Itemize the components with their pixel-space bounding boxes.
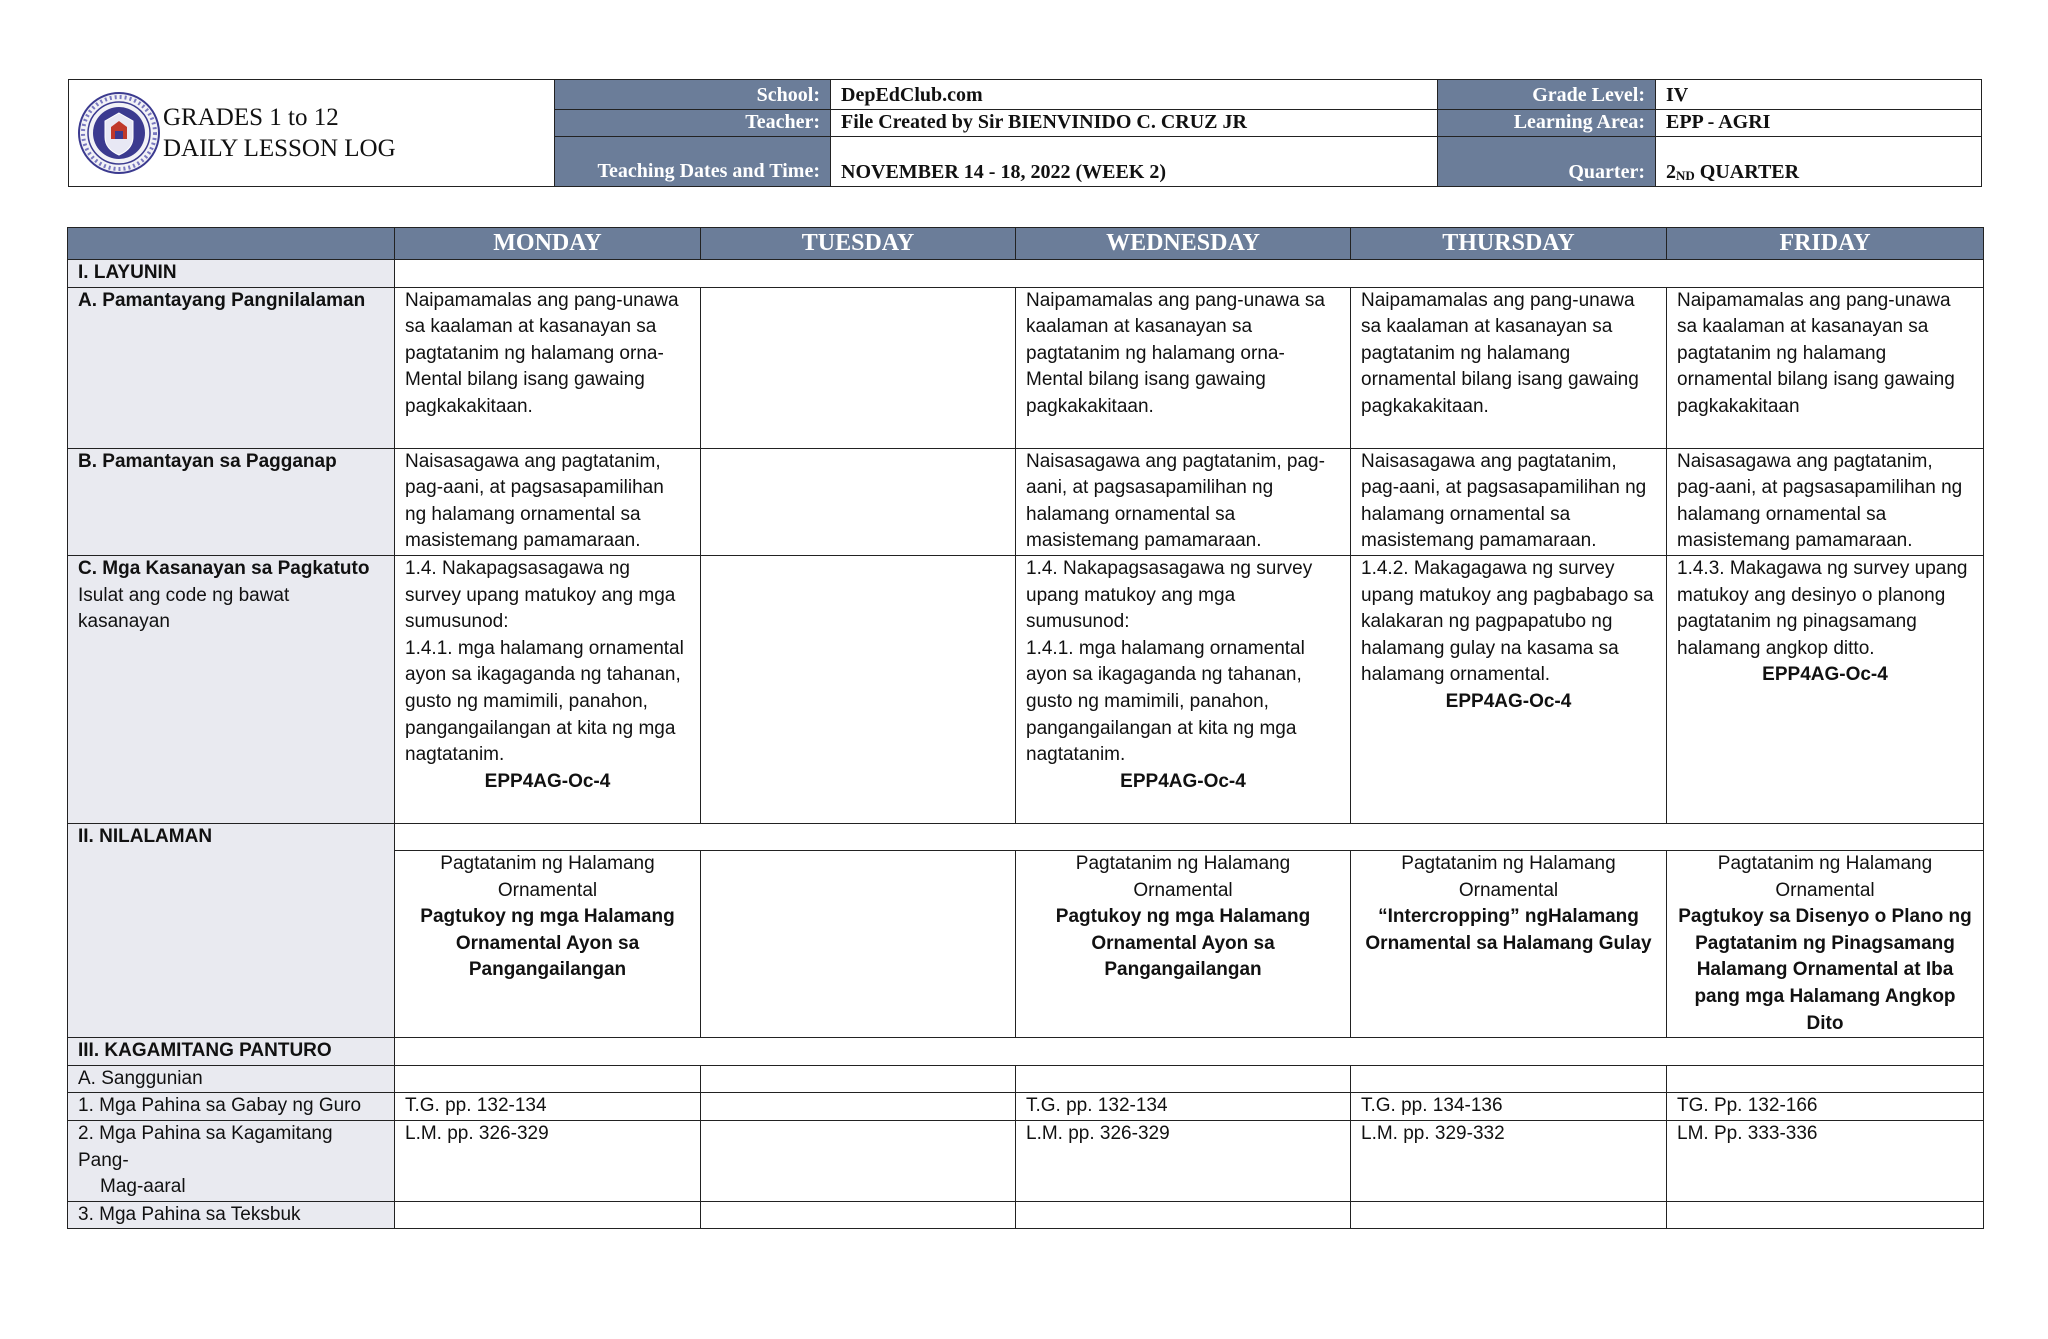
cell-b-wednesday: Naisasagawa ang pagtatanim, pag-aani, at pagsasapamilihan ng halamang ornamental sa masistemang pamamaraan. bbox=[1016, 448, 1351, 555]
section-label-kagamitan: III. KAGAMITANG PANTURO bbox=[68, 1038, 395, 1066]
grade-label: Grade Level: bbox=[1438, 80, 1656, 110]
cell-mag-tuesday bbox=[701, 1120, 1016, 1201]
info-grid bbox=[555, 80, 1981, 186]
table-row bbox=[68, 1065, 1984, 1093]
row-label-b: B. Pamantayan sa Pagganap bbox=[68, 448, 395, 555]
cell-sang-tuesday bbox=[701, 1065, 1016, 1093]
cell-guro-thursday: T.G. pp. 134-136 bbox=[1351, 1093, 1667, 1121]
cell-sang-thursday bbox=[1351, 1065, 1667, 1093]
cell-teks-monday bbox=[395, 1201, 701, 1229]
cell-nil-thursday-title: “Intercropping” ngHalamang Ornamental sa Halamang Gulay bbox=[1365, 906, 1652, 954]
cell-nil-wednesday bbox=[1016, 850, 1351, 1037]
cell-nil-friday-title: Pagtukoy sa Disenyo o Plano ng Pagtatanim ng Pinagsamang Halamang Ornamental at Iba pang mga Halamang Angkop Dito bbox=[1678, 906, 1972, 1034]
section-kagamitan-row bbox=[68, 1038, 1984, 1066]
section-kagamitan-span bbox=[395, 1038, 1984, 1066]
table-row bbox=[68, 1093, 1984, 1121]
quarter-num: 2 bbox=[1666, 161, 1676, 183]
area-label: Learning Area: bbox=[1438, 110, 1656, 137]
title-line1: GRADES 1 to 12 bbox=[163, 104, 339, 131]
cell-c-friday-code: EPP4AG-Oc-4 bbox=[1762, 664, 1888, 686]
title-line2: DAILY LESSON LOG bbox=[163, 135, 396, 162]
cell-mag-monday: L.M. pp. 326-329 bbox=[395, 1120, 701, 1201]
cell-mag-wednesday: L.M. pp. 326-329 bbox=[1016, 1120, 1351, 1201]
school-value: DepEdClub.com bbox=[831, 80, 1438, 110]
cell-c-monday-code: EPP4AG-Oc-4 bbox=[484, 770, 611, 792]
title-box bbox=[163, 102, 396, 164]
cell-nil-thursday-topic: Pagtatanim ng Halamang Ornamental bbox=[1401, 852, 1616, 901]
corner-header bbox=[68, 228, 395, 260]
cell-nil-friday bbox=[1667, 850, 1984, 1037]
grade-value: IV bbox=[1656, 80, 1981, 110]
cell-b-tuesday bbox=[701, 448, 1016, 555]
row-label-guro: 1. Mga Pahina sa Gabay ng Guro bbox=[68, 1093, 395, 1121]
cell-mag-friday: LM. Pp. 333-336 bbox=[1667, 1120, 1984, 1201]
section-layunin-span bbox=[395, 260, 1984, 288]
table-row bbox=[68, 287, 1984, 448]
quarter-sup: ND bbox=[1676, 168, 1695, 183]
deped-seal-icon bbox=[77, 91, 161, 175]
row-label-sanggunian: A. Sanggunian bbox=[68, 1065, 395, 1093]
cell-sang-monday bbox=[395, 1065, 701, 1093]
section-label-layunin: I. LAYUNIN bbox=[68, 260, 395, 288]
lesson-log-table bbox=[67, 227, 1984, 1229]
cell-c-monday bbox=[395, 555, 701, 823]
table-row bbox=[68, 448, 1984, 555]
day-header-friday: FRIDAY bbox=[1667, 228, 1984, 260]
row-label-c bbox=[68, 555, 395, 823]
cell-guro-tuesday bbox=[701, 1093, 1016, 1121]
table-row bbox=[68, 1201, 1984, 1229]
cell-nil-friday-topic: Pagtatanim ng Halamang Ornamental bbox=[1717, 852, 1933, 901]
cell-a-friday: Naipamamalas ang pang-unawa sa kaalaman at kasanayan sa pagtatanim ng halamang ornamental bilang isang gawaing pagkakakitaan bbox=[1667, 287, 1984, 448]
dates-value: NOVEMBER 14 - 18, 2022 (WEEK 2) bbox=[831, 137, 1438, 186]
header bbox=[68, 79, 1982, 187]
cell-b-friday: Naisasagawa ang pagtatanim, pag-aani, at pagsasapamilihan ng halamang ornamental sa masistemang pamamaraan. bbox=[1667, 448, 1984, 555]
day-header-tuesday: TUESDAY bbox=[701, 228, 1016, 260]
row-label-teksbuk: 3. Mga Pahina sa Teksbuk bbox=[68, 1201, 395, 1229]
dates-label: Teaching Dates and Time: bbox=[555, 137, 831, 186]
cell-guro-friday: TG. Pp. 132-166 bbox=[1667, 1093, 1984, 1121]
row-label-a: A. Pamantayang Pangnilalaman bbox=[68, 287, 395, 448]
cell-teks-wednesday bbox=[1016, 1201, 1351, 1229]
cell-teks-tuesday bbox=[701, 1201, 1016, 1229]
cell-c-friday bbox=[1667, 555, 1984, 823]
cell-a-monday: Naipamamalas ang pang-unawa sa kaalaman at kasanayan sa pagtatanim ng halamang orna- Mental bilang isang gawaing pagkakakitaan. bbox=[395, 287, 701, 448]
cell-nil-thursday bbox=[1351, 850, 1667, 1037]
cell-nil-wednesday-title: Pagtukoy ng mga Halamang Ornamental Ayon sa Pangangailangan bbox=[1055, 906, 1311, 981]
section-label-nilalaman: II. NILALAMAN bbox=[68, 823, 395, 1037]
section-nilalaman-span bbox=[395, 823, 1984, 850]
cell-nil-monday-topic: Pagtatanim ng Halamang Ornamental bbox=[440, 852, 655, 901]
cell-a-tuesday bbox=[701, 287, 1016, 448]
cell-c-thursday-code: EPP4AG-Oc-4 bbox=[1445, 690, 1572, 712]
cell-c-thursday-text: 1.4.2. Makagagawa ng survey upang matukoy ang pagbabago sa kalakaran ng pagpapatubo ng halamang gulay na kasama sa halamang ornamental. bbox=[1361, 557, 1654, 686]
cell-nil-monday bbox=[395, 850, 701, 1037]
cell-teks-friday bbox=[1667, 1201, 1984, 1229]
cell-c-monday-text: 1.4. Nakapagsasagawa ng survey upang matukoy ang mga sumusunod: 1.4.1. mga halamang ornamental ayon sa ikagaganda ng tahanan, gusto ng mamimili, panahon, pangangailangan at kita ng mga nagtatanim. bbox=[405, 557, 684, 766]
cell-b-monday: Naisasagawa ang pagtatanim, pag-aani, at pagsasapamilihan ng halamang ornamental sa masistemang pamamaraan. bbox=[395, 448, 701, 555]
cell-nil-monday-title: Pagtukoy ng mga Halamang Ornamental Ayon sa Pangangailangan bbox=[420, 906, 675, 981]
logo-cell bbox=[69, 80, 555, 186]
cell-mag-thursday: L.M. pp. 329-332 bbox=[1351, 1120, 1667, 1201]
cell-guro-wednesday: T.G. pp. 132-134 bbox=[1016, 1093, 1351, 1121]
row-label-mag bbox=[68, 1120, 395, 1201]
school-label: School: bbox=[555, 80, 831, 110]
cell-nil-wednesday-topic: Pagtatanim ng Halamang Ornamental bbox=[1075, 852, 1291, 901]
area-value: EPP - AGRI bbox=[1656, 110, 1981, 137]
cell-c-thursday bbox=[1351, 555, 1667, 823]
section-layunin-row bbox=[68, 260, 1984, 288]
cell-c-friday-text: 1.4.3. Makagawa ng survey upang matukoy ang desinyo o planong pagtatanim ng pinagsamang halamang angkop ditto. bbox=[1677, 557, 1968, 659]
cell-c-wednesday bbox=[1016, 555, 1351, 823]
cell-a-thursday: Naipamamalas ang pang-unawa sa kaalaman at kasanayan sa pagtatanim ng halamang ornamental bilang isang gawaing pagkakakitaan. bbox=[1351, 287, 1667, 448]
cell-a-wednesday: Naipamamalas ang pang-unawa sa kaalaman at kasanayan sa pagtatanim ng halamang orna- Mental bilang isang gawaing pagkakakitaan. bbox=[1016, 287, 1351, 448]
cell-guro-monday: T.G. pp. 132-134 bbox=[395, 1093, 701, 1121]
day-header-thursday: THURSDAY bbox=[1351, 228, 1667, 260]
cell-sang-wednesday bbox=[1016, 1065, 1351, 1093]
cell-b-thursday: Naisasagawa ang pagtatanim, pag-aani, at pagsasapamilihan ng halamang ornamental sa masistemang pamamaraan. bbox=[1351, 448, 1667, 555]
quarter-label: Quarter: bbox=[1438, 137, 1656, 186]
cell-c-tuesday bbox=[701, 555, 1016, 823]
day-header-row bbox=[68, 228, 1984, 260]
cell-teks-thursday bbox=[1351, 1201, 1667, 1229]
row-label-c-sub: Isulat ang code ng bawat kasanayan bbox=[78, 584, 290, 633]
day-header-wednesday: WEDNESDAY bbox=[1016, 228, 1351, 260]
section-nilalaman-row bbox=[68, 823, 1984, 850]
cell-c-wednesday-code: EPP4AG-Oc-4 bbox=[1120, 770, 1246, 792]
day-header-monday: MONDAY bbox=[395, 228, 701, 260]
row-label-mag-1: 2. Mga Pahina sa Kagamitang Pang- bbox=[78, 1122, 333, 1171]
teacher-value: File Created by Sir BIENVINIDO C. CRUZ JR bbox=[831, 110, 1438, 137]
quarter-value bbox=[1656, 137, 1981, 186]
row-label-mag-2: Mag-aaral bbox=[100, 1176, 186, 1198]
table-row bbox=[68, 1120, 1984, 1201]
quarter-text: QUARTER bbox=[1694, 161, 1800, 183]
row-label-c-title: C. Mga Kasanayan sa Pagkatuto bbox=[78, 557, 370, 579]
cell-nil-tuesday bbox=[701, 850, 1016, 1037]
teacher-label: Teacher: bbox=[555, 110, 831, 137]
table-row bbox=[68, 555, 1984, 823]
cell-sang-friday bbox=[1667, 1065, 1984, 1093]
cell-c-wednesday-text: 1.4. Nakapagsasagawa ng survey upang matukoy ang mga sumusunod: 1.4.1. mga halamang ornamental ayon sa ikagaganda ng tahanan, gusto ng mamimili, panahon, pangangailangan at kita ng mga nagtatanim. bbox=[1026, 557, 1313, 766]
